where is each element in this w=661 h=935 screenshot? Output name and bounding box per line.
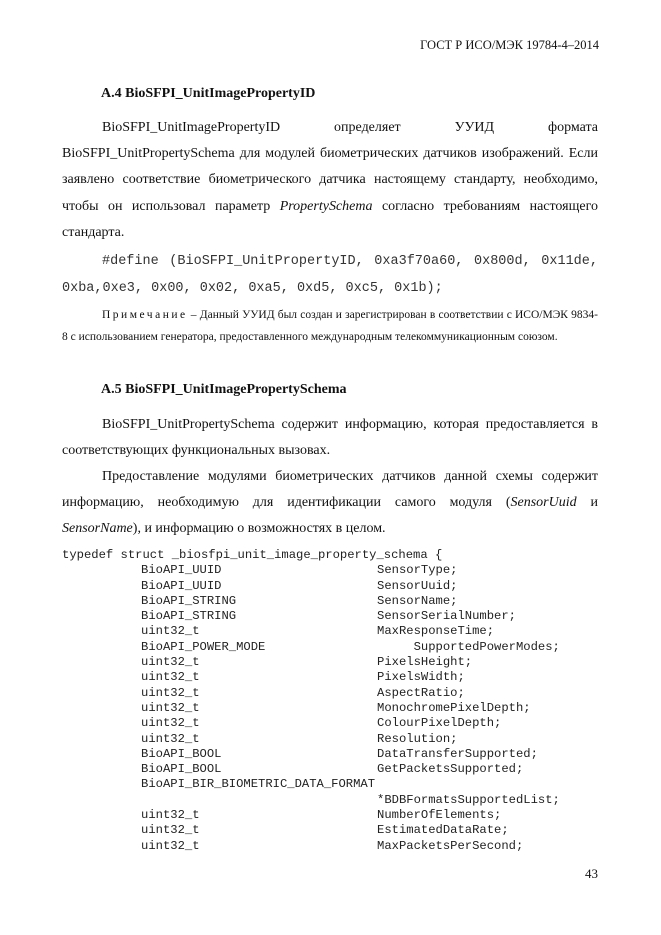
define-statement	[62, 249, 598, 302]
code-field-row	[62, 593, 458, 609]
field-type: BioAPI_BIR_BIOMETRIC_DATA_FORMAT	[141, 777, 376, 792]
field-type: uint32_t	[141, 670, 200, 685]
property-schema-term: PropertySchema	[279, 198, 373, 214]
field-name: PixelsWidth;	[377, 670, 465, 685]
field-name: PixelsHeight;	[377, 655, 473, 670]
code-first-line: typedef struct _biosfpi_unit_image_property_schema {	[62, 548, 443, 562]
field-type: uint32_t	[141, 700, 200, 715]
field-type: uint32_t	[141, 655, 200, 670]
code-field-row	[62, 746, 538, 762]
section-a5-heading: A.5 BioSFPI_UnitImagePropertySchema	[101, 382, 347, 397]
field-name: DataTransferSupported;	[377, 746, 538, 761]
field-type: uint32_t	[141, 823, 200, 838]
code-field-row	[62, 777, 442, 792]
code-field-row	[62, 670, 465, 685]
code-field-row	[62, 716, 502, 731]
code-field-row	[62, 823, 509, 838]
code-field-row	[62, 838, 524, 854]
code-field-row	[62, 563, 458, 578]
field-type: BioAPI_BOOL	[141, 746, 222, 761]
code-field-row	[62, 700, 531, 716]
field-type: BioAPI_UUID	[141, 563, 222, 578]
field-name: EstimatedDataRate;	[377, 823, 509, 838]
note-text: – Данный УУИД был создан и зарегистрирован в соответствии с ИСО/МЭК 9834-8 с использованием генератора, предоставленного международным телекоммуникационным союзом.	[62, 309, 598, 343]
code-field-row	[62, 792, 560, 808]
field-type: uint32_t	[141, 838, 200, 853]
section-a4-paragraph-tail: согласно требованиям настоящего стандарта.	[62, 198, 598, 240]
field-name: *BDBFormatsSupportedList;	[377, 792, 560, 807]
note	[62, 304, 598, 348]
code-field-row	[62, 731, 458, 747]
field-type: BioAPI_STRING	[141, 593, 237, 608]
field-type: uint32_t	[141, 808, 200, 823]
code-field-row	[62, 808, 502, 823]
field-type: BioAPI_BOOL	[141, 762, 222, 777]
section-a5-paragraph-2	[62, 464, 598, 543]
page-number: 43	[585, 866, 598, 881]
field-type: BioAPI_STRING	[141, 609, 237, 624]
field-name: SensorName;	[377, 593, 458, 608]
code-field-row	[62, 639, 560, 655]
sensor-name-term: SensorName	[62, 521, 133, 537]
code-field-row	[62, 609, 516, 624]
field-type: BioAPI_UUID	[141, 578, 222, 593]
field-type: uint32_t	[141, 731, 200, 746]
field-name: AspectRatio;	[377, 685, 465, 700]
field-name: MaxResponseTime;	[377, 624, 495, 639]
code-field-row	[62, 624, 495, 639]
define-code: #define (BioSFPI_UnitPropertyID, 0xa3f70a60, 0x800d, 0x11de, 0xba,0xe3, 0x00, 0x02, 0xa5, 0xd5, 0xc5, 0x1b);	[62, 254, 598, 296]
document-header: ГОСТ Р ИСО/МЭК 19784-4–2014	[420, 38, 599, 52]
code-field-row	[62, 762, 524, 777]
code-fields	[62, 563, 560, 854]
field-name: SupportedPowerModes;	[377, 639, 560, 654]
section-a4-paragraph-text: BioSFPI_UnitImagePropertyID определяет УУИД формата BioSFPI_UnitPropertySchema для модулей биометрических датчиков изображений. Если заявлено соответствие биометрического датчика настоящему стандарту, необходимо, чтобы он использовал параметр	[62, 120, 598, 214]
field-name: MaxPacketsPerSecond;	[377, 838, 524, 853]
section-a5-paragraph-1-text: BioSFPI_UnitPropertySchema содержит информацию, которая предоставляется в соответствующих функциональных вызовах.	[62, 417, 598, 459]
code-block	[62, 548, 560, 854]
field-type: uint32_t	[141, 716, 200, 731]
field-name: Resolution;	[377, 731, 458, 746]
field-type: BioAPI_POWER_MODE	[141, 639, 266, 654]
sensor-uuid-term: SensorUuid	[510, 495, 577, 511]
field-type: uint32_t	[141, 624, 200, 639]
field-type: uint32_t	[141, 685, 200, 700]
field-name: SensorSerialNumber;	[377, 609, 516, 624]
code-field-row	[62, 578, 458, 594]
section-a5-paragraph-2-text: Предоставление модулями биометрических датчиков данной схемы содержит информацию, необходимую для идентификации самого модуля (	[62, 469, 598, 511]
section-a5-paragraph-1	[62, 412, 598, 464]
section-a4-heading: A.4 BioSFPI_UnitImagePropertyID	[101, 86, 316, 101]
code-field-row	[62, 655, 473, 670]
section-a4-paragraph	[62, 115, 598, 246]
field-name: ColourPixelDepth;	[377, 716, 502, 731]
field-name: GetPacketsSupported;	[377, 762, 524, 777]
field-name: SensorType;	[377, 563, 458, 578]
field-name: NumberOfElements;	[377, 808, 502, 823]
note-label: Примечание	[102, 309, 188, 321]
code-field-row	[62, 685, 465, 701]
and-word: и	[576, 495, 598, 511]
field-name: MonochromePixelDepth;	[377, 700, 531, 715]
section-a5-paragraph-2-tail: ), и информацию о возможностях в целом.	[132, 521, 386, 537]
field-name: SensorUuid;	[377, 578, 458, 593]
